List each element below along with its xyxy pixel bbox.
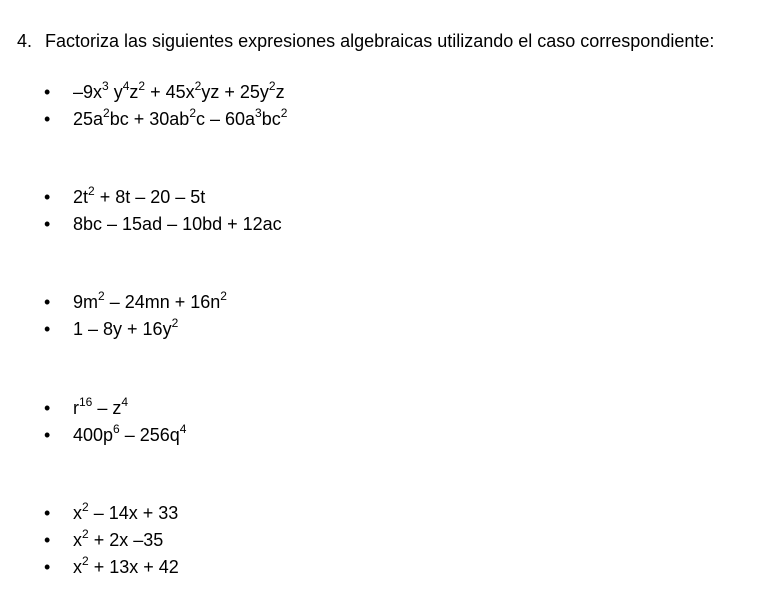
question-header [17, 30, 714, 52]
bullet-icon: • [44, 557, 51, 577]
bullet-icon: • [44, 109, 51, 129]
bullet-icon: • [44, 503, 51, 523]
expression-text: $2t^2 + 8t - 20 - 5t$ [73, 184, 206, 207]
expression-text: $1 - 8y + 16y^2$ [73, 316, 179, 339]
bullet-icon: • [44, 398, 51, 418]
expression-text: $x^2 + 13x + 42$ [73, 554, 179, 577]
bullet-icon: • [44, 530, 51, 550]
question-number: 4. [17, 31, 33, 51]
bullet-icon: • [44, 187, 51, 207]
bullet-icon: • [44, 214, 51, 234]
expression-text: $x^2 - 14x + 33$ [73, 500, 179, 523]
bullet-icon: • [44, 292, 51, 312]
expression-text: $-9x^3$ $y^4z^2 + 45x^2yz + 25y^2z$ [73, 79, 285, 102]
bullet-icon: • [44, 82, 51, 102]
expression-text: $x^2 + 2x$ –35 [73, 527, 164, 550]
expression-text: $25a^2bc + 30ab^2c - 60a^3bc^2$ [73, 106, 288, 129]
expression-text: 8bc – 15ad – 10bd + 12ac [73, 214, 282, 234]
expression-text: $r^{16} - z^4$ [73, 395, 129, 418]
expression-text: $9m^2 - 24mn + 16n^2$ [73, 289, 227, 312]
bullet-icon: • [44, 425, 51, 445]
bullet-icon: • [44, 319, 51, 339]
question-text: Factoriza las siguientes expresiones algebraicas utilizando el caso correspondiente: [45, 31, 715, 51]
expression-text: $400p^6 - 256q^4$ [73, 422, 187, 445]
